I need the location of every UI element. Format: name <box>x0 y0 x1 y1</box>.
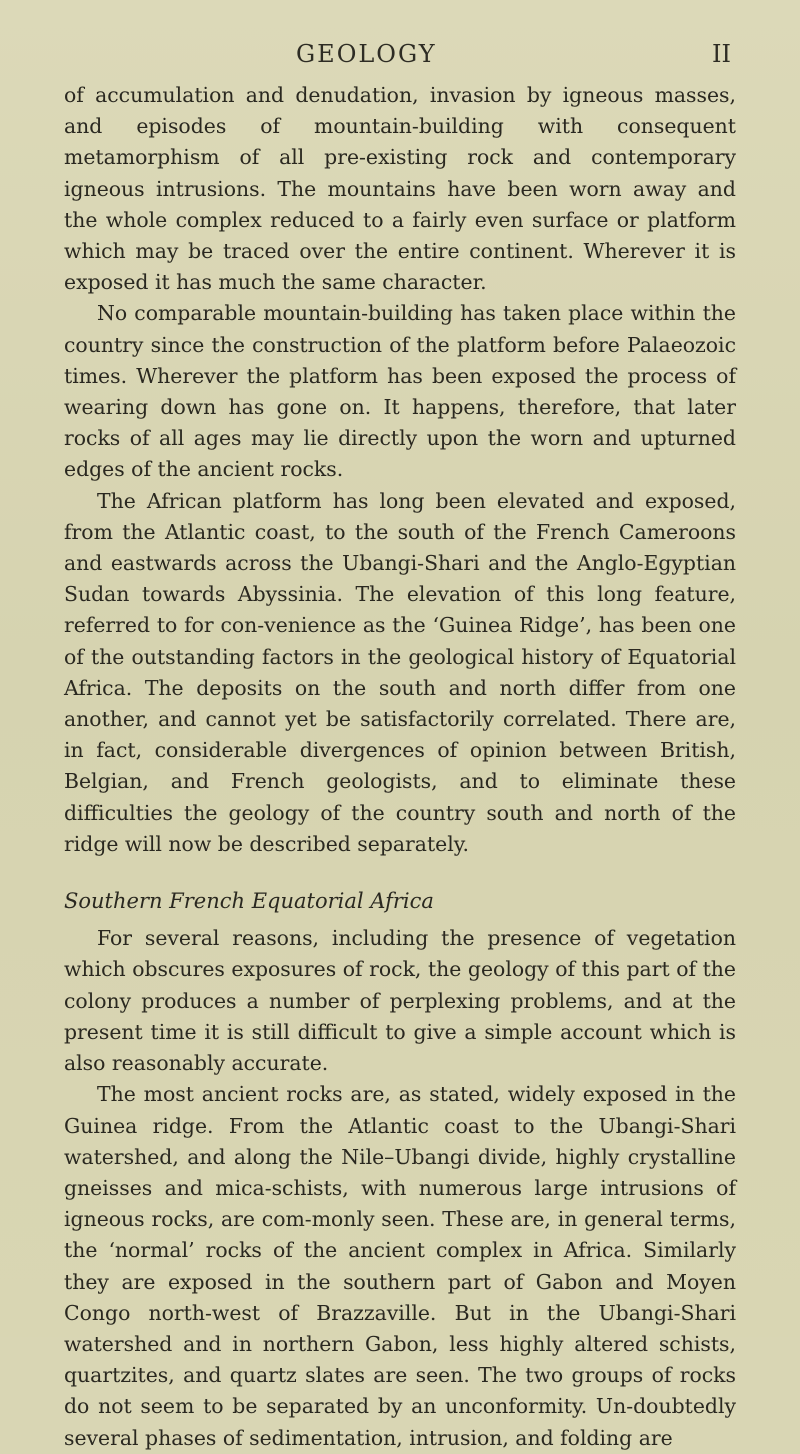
paragraph-4: For several reasons, including the presence of vegetation which obscures exposures of rock, the geology of this part of the colony produces a number of perplexing problems, and at the present time it is still difficult to give a simple account which is also reasonably accurate. <box>64 926 736 1076</box>
running-head <box>0 30 800 70</box>
paragraph-1: of accumulation and denudation, invasion by igneous masses, and episodes of mountain-building with consequent metamorphism of all pre-existing rock and contemporary igneous intrusions. The mountains have been worn away and the whole complex reduced to a fairly even surface or platform which may be traced over the entire continent. Wherever it is exposed it has much the same character. <box>64 83 736 295</box>
paragraph-2: No comparable mountain-building has taken place within the country since the construction of the platform before Palaeozoic times. Wherever the platform has been exposed the process of wearing down has gone on. It happens, therefore, that later rocks of all ages may lie directly upon the worn and upturned edges of the ancient rocks. <box>64 301 736 482</box>
section-heading: Southern French Equatorial Africa <box>64 889 434 914</box>
page-number: II <box>712 40 731 68</box>
paragraph-3: The African platform has long been elevated and exposed, from the Atlantic coast, to the south of the French Cameroons and eastwards across the Ubangi-Shari and the Anglo-Egyptian Sudan towards Abyssinia. The elevation of this long feature, referred to for con-venience as the ‘Guinea Ridge’, has been one of the outstanding factors in the geological history of Equatorial Africa. The deposits on the south and north differ from one another, and cannot yet be satisfactorily correlated. There are, in fact, considerable divergences of opinion between British, Belgian, and French geologists, and to eliminate these difficulties the geology of the country south and north of the ridge will now be described separately. <box>64 488 736 856</box>
body-text <box>64 80 736 1454</box>
paragraph-5: The most ancient rocks are, as stated, widely exposed in the Guinea ridge. From the Atlantic coast to the Ubangi-Shari watershed, and along the Nile–Ubangi divide, highly crystalline gneisses and mica-schists, with numerous large intrusions of igneous rocks, are com-monly seen. These are, in general terms, the ‘normal’ rocks of the ancient complex in Africa. Similarly they are exposed in the southern part of Gabon and Moyen Congo north-west of Brazzaville. But in the Ubangi-Shari watershed and in northern Gabon, less highly altered schists, quartzites, and quartz slates are seen. The two groups of rocks do not seem to be separated by an unconformity. Un-doubtedly several phases of sedimentation, intrusion, and folding are <box>64 1082 736 1450</box>
running-title: GEOLOGY <box>296 40 437 68</box>
